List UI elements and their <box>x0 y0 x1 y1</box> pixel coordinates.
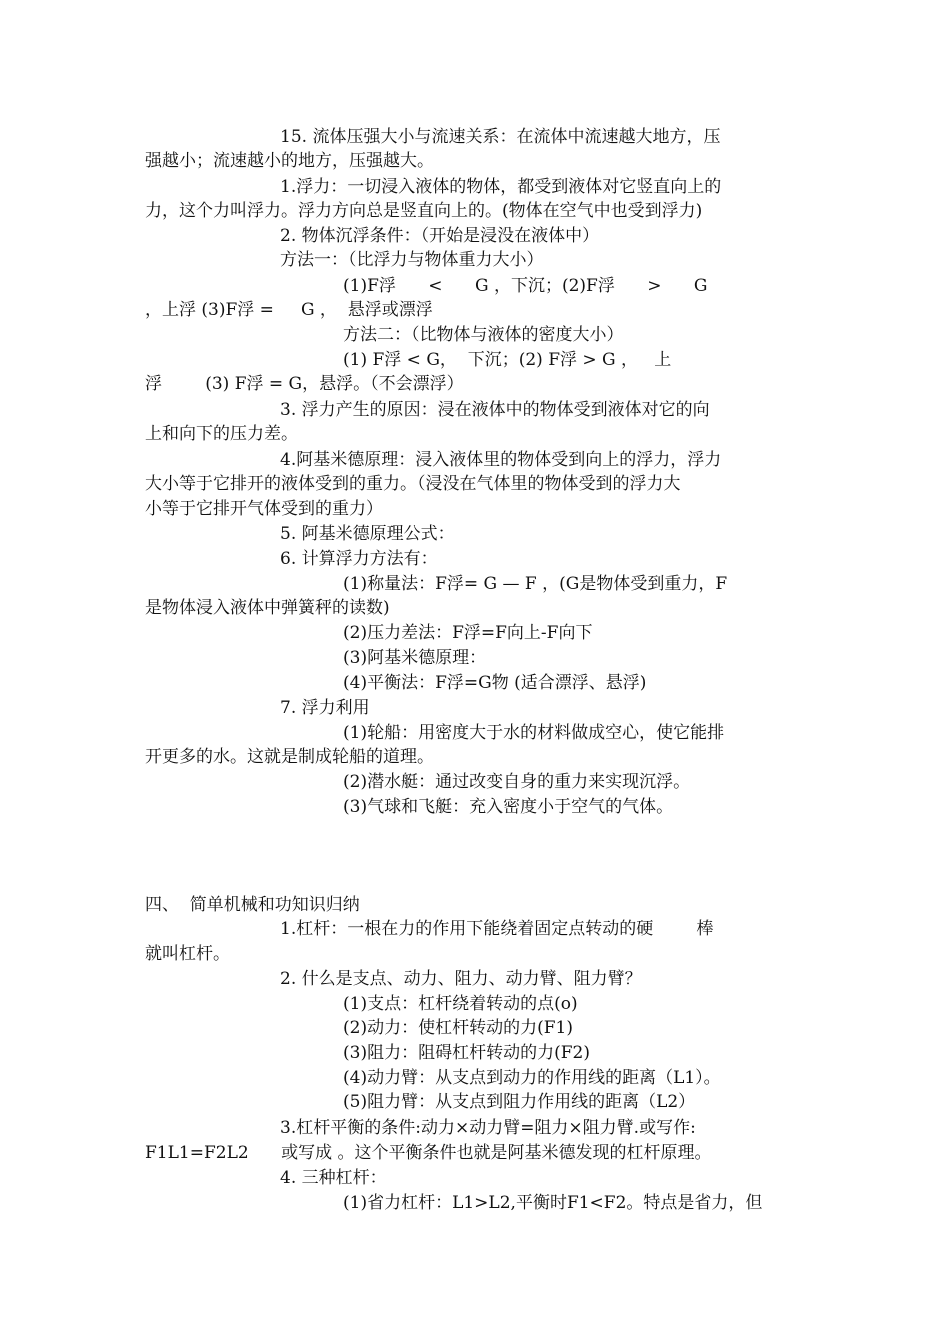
text-line: (4)平衡法：F浮=G物 (适合漂浮、悬浮) <box>343 673 647 693</box>
text-line: (3)气球和飞艇：充入密度小于空气的气体。 <box>343 797 674 817</box>
text-line: 力，这个力叫浮力。浮力方向总是竖直向上的。(物体在空气中也受到浮力) <box>145 201 703 221</box>
text-line: (1)轮船：用密度大于水的材料做成空心，使它能排 <box>343 723 725 743</box>
text-line: 1.杠杆：一根在力的作用下能绕着固定点转动的硬 棒 <box>280 919 714 939</box>
text-line: 2. 物体沉浮条件：（开始是浸没在液体中） <box>280 226 600 246</box>
text-line: (2)压力差法：F浮=F向上-F向下 <box>343 623 593 643</box>
text-line: 是物体浸入液体中弹簧秤的读数) <box>145 598 390 618</box>
text-line: (3)阿基米德原理： <box>343 648 487 668</box>
text-line: (4)动力臂：从支点到动力的作用线的距离（L1）。 <box>343 1068 721 1088</box>
text-line: (2)潜水艇：通过改变自身的重力来实现沉浮。 <box>343 772 691 792</box>
text-line: (1) F浮 < G， 下沉；(2) F浮 > G ， 上 <box>343 350 672 370</box>
text-line: 3. 浮力产生的原因：浸在液体中的物体受到液体对它的向 <box>280 400 710 420</box>
text-line: 1.浮力：一切浸入液体的物体，都受到液体对它竖直向上的 <box>280 177 722 197</box>
text-line: 开更多的水。这就是制成轮船的道理。 <box>145 747 434 767</box>
text-line: F1L1=F2L2 或写成 。这个平衡条件也就是阿基米德发现的杠杆原理。 <box>145 1143 712 1163</box>
text-line: 7. 浮力利用 <box>280 698 370 718</box>
text-line: (1)F浮 < G ，下沉；(2)F浮 > G <box>343 276 708 296</box>
text-line: (1)支点：杠杆绕着转动的点(o) <box>343 994 578 1014</box>
text-line: 4.阿基米德原理：浸入液体里的物体受到向上的浮力，浮力 <box>280 450 722 470</box>
text-line: ，上浮 (3)F浮 = G ， 悬浮或漂浮 <box>145 300 433 320</box>
text-line: 浮 (3) F浮 = G，悬浮。（不会漂浮） <box>145 374 464 394</box>
text-line: 方法二：（比物体与液体的密度大小） <box>343 325 624 345</box>
text-line: 上和向下的压力差。 <box>145 424 298 444</box>
text-line: 3.杠杆平衡的条件:动力×动力臂=阻力×阻力臂.或写作: <box>280 1118 696 1138</box>
section-heading: 四、 简单机械和功知识归纳 <box>145 895 360 915</box>
text-line: 4. 三种杠杆： <box>280 1168 387 1188</box>
text-line: 小等于它排开气体受到的重力） <box>145 499 383 519</box>
text-line: 2. 什么是支点、动力、阻力、动力臂、阻力臂？ <box>280 969 642 989</box>
text-line: (1)省力杠杆：L1>L2,平衡时F1<F2。特点是省力，但 <box>343 1193 763 1213</box>
text-line: 15. 流体压强大小与流速关系：在流体中流速越大地方，压 <box>280 127 721 147</box>
text-line: (5)阻力臂：从支点到阻力作用线的距离（L2） <box>343 1092 696 1112</box>
text-line: 大小等于它排开的液体受到的重力。（浸没在气体里的物体受到的浮力大 <box>145 474 681 494</box>
text-line: 方法一：（比浮力与物体重力大小） <box>280 250 544 270</box>
text-line: (1)称量法：F浮= G — F ，(G是物体受到重力，F <box>343 574 728 594</box>
text-line: 强越小；流速越小的地方，压强越大。 <box>145 151 434 171</box>
text-line: 5. 阿基米德原理公式： <box>280 524 455 544</box>
text-line: 6. 计算浮力方法有： <box>280 549 438 569</box>
text-line: 就叫杠杆。 <box>145 944 230 964</box>
text-line: (2)动力：使杠杆转动的力(F1) <box>343 1018 573 1038</box>
text-line: (3)阻力：阻碍杠杆转动的力(F2) <box>343 1043 590 1063</box>
